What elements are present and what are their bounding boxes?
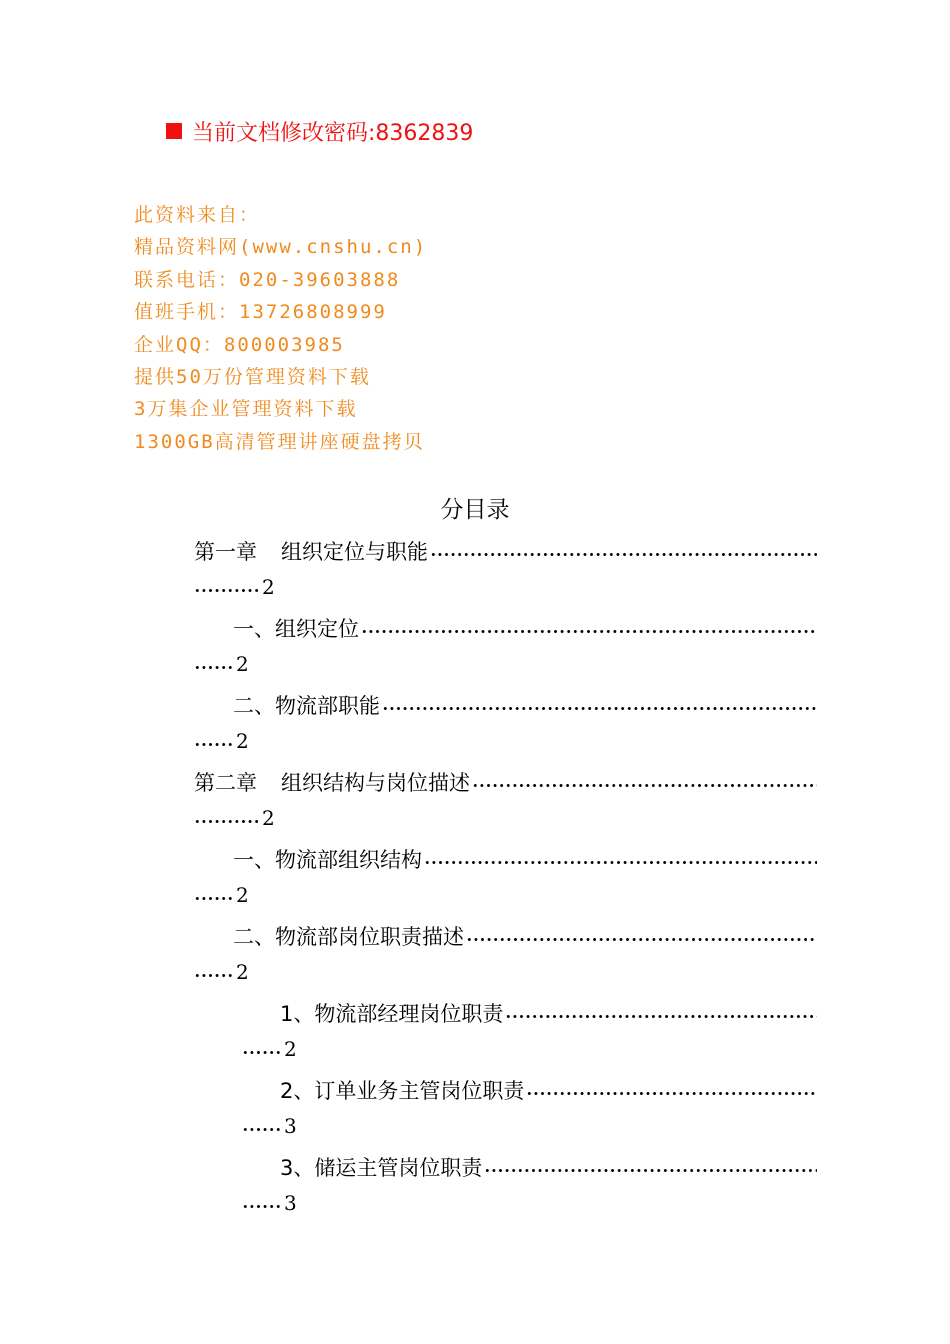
toc-entry-page-line xyxy=(242,1188,297,1218)
toc-entry-page-line xyxy=(194,649,249,679)
toc-entry-line xyxy=(194,765,817,799)
toc-entry[interactable] xyxy=(0,684,950,761)
toc-entry-text: 物流部岗位职责描述 xyxy=(275,925,464,949)
toc-entry-page-line xyxy=(194,880,249,910)
source-line: 提供50万份管理资料下载 xyxy=(134,365,371,388)
source-line: 精品资料网(www.cnshu.cn) xyxy=(134,236,428,259)
dot-leader xyxy=(526,1092,817,1095)
toc-entry[interactable] xyxy=(0,992,950,1069)
dot-leader xyxy=(472,784,817,787)
toc-entry-line xyxy=(233,688,817,722)
toc-entry-label xyxy=(280,1075,524,1105)
toc-entry-line xyxy=(280,1073,817,1107)
toc-entry-number: 第二章 xyxy=(194,771,257,795)
table-of-contents xyxy=(0,530,950,1223)
toc-entry-page-line xyxy=(242,1034,297,1064)
toc-entry-text: 组织结构与岗位描述 xyxy=(281,771,470,795)
toc-entry-label xyxy=(194,767,470,797)
toc-page-number: 2 xyxy=(262,575,275,599)
toc-entry[interactable] xyxy=(0,530,950,607)
toc-entry-line xyxy=(233,842,817,876)
source-info xyxy=(134,199,834,458)
source-line: 企业QQ：800003985 xyxy=(134,333,345,356)
toc-entry-label xyxy=(233,690,380,720)
toc-entry-number: 3、 xyxy=(280,1156,315,1180)
dot-leader xyxy=(382,707,817,710)
toc-entry[interactable] xyxy=(0,838,950,915)
toc-entry-text: 组织定位与职能 xyxy=(281,540,428,564)
toc-entry-number: 第一章 xyxy=(194,540,257,564)
toc-page-number: 2 xyxy=(236,960,249,984)
dot-leader xyxy=(361,630,817,633)
toc-entry-page-line xyxy=(194,572,275,602)
toc-page-number: 2 xyxy=(284,1037,297,1061)
toc-page-number: 2 xyxy=(236,652,249,676)
toc-entry-line xyxy=(233,919,817,953)
toc-entry-line xyxy=(280,996,817,1030)
dot-leader xyxy=(194,820,260,823)
toc-entry-line xyxy=(233,611,817,645)
dot-leader xyxy=(242,1205,282,1208)
dot-leader xyxy=(505,1015,817,1018)
toc-entry-label xyxy=(233,921,464,951)
red-square-icon xyxy=(166,123,182,139)
dot-leader xyxy=(194,666,234,669)
toc-entry[interactable] xyxy=(0,915,950,992)
toc-page-number: 2 xyxy=(236,729,249,753)
toc-entry-number: 一、 xyxy=(233,848,275,872)
dot-leader xyxy=(194,743,234,746)
toc-entry-text: 储运主管岗位职责 xyxy=(314,1156,483,1180)
toc-entry-label xyxy=(233,844,422,874)
toc-entry-page-line xyxy=(194,726,249,756)
toc-title: 分目录 xyxy=(440,497,510,523)
toc-entry-line xyxy=(194,534,817,568)
toc-entry-text: 组织定位 xyxy=(275,617,359,641)
dot-leader xyxy=(194,974,234,977)
toc-entry-number: 2、 xyxy=(280,1079,315,1103)
toc-page-number: 2 xyxy=(236,883,249,907)
toc-entry-number: 1、 xyxy=(280,1002,315,1026)
toc-entry-text: 物流部职能 xyxy=(275,694,380,718)
dot-leader xyxy=(242,1051,282,1054)
password-notice-text: 当前文档修改密码:8362839 xyxy=(192,120,474,146)
source-line: 3万集企业管理资料下载 xyxy=(134,398,358,421)
password-notice xyxy=(166,116,473,146)
source-line: 1300GB高清管理讲座硬盘拷贝 xyxy=(134,430,425,453)
toc-entry-line xyxy=(280,1150,817,1184)
toc-entry-number: 二、 xyxy=(233,694,275,718)
dot-leader xyxy=(466,938,817,941)
toc-entry-page-line xyxy=(194,803,275,833)
toc-page-number: 2 xyxy=(262,806,275,830)
source-line: 此资料来自： xyxy=(134,204,261,226)
toc-entry-number: 一、 xyxy=(233,617,275,641)
toc-entry[interactable] xyxy=(0,761,950,838)
toc-entry-text: 物流部组织结构 xyxy=(275,848,422,872)
toc-entry-page-line xyxy=(242,1111,297,1141)
dot-leader xyxy=(194,897,234,900)
source-line: 值班手机：13726808999 xyxy=(134,301,387,324)
toc-entry[interactable] xyxy=(0,1069,950,1146)
toc-page-number: 3 xyxy=(284,1191,297,1215)
toc-entry[interactable] xyxy=(0,607,950,684)
toc-entry-page-line xyxy=(194,957,249,987)
toc-entry-label xyxy=(233,613,359,643)
dot-leader xyxy=(194,589,260,592)
toc-entry-number: 二、 xyxy=(233,925,275,949)
dot-leader xyxy=(424,861,817,864)
toc-entry-text: 物流部经理岗位职责 xyxy=(314,1002,504,1026)
toc-entry-text: 订单业务主管岗位职责 xyxy=(314,1079,525,1103)
dot-leader xyxy=(484,1169,817,1172)
dot-leader xyxy=(242,1128,282,1131)
toc-entry-label xyxy=(280,1152,482,1182)
toc-entry[interactable] xyxy=(0,1146,950,1223)
toc-entry-label xyxy=(194,536,428,566)
dot-leader xyxy=(430,553,817,556)
source-line: 联系电话：020-39603888 xyxy=(134,268,401,291)
toc-entry-label xyxy=(280,998,503,1028)
toc-page-number: 3 xyxy=(284,1114,297,1138)
